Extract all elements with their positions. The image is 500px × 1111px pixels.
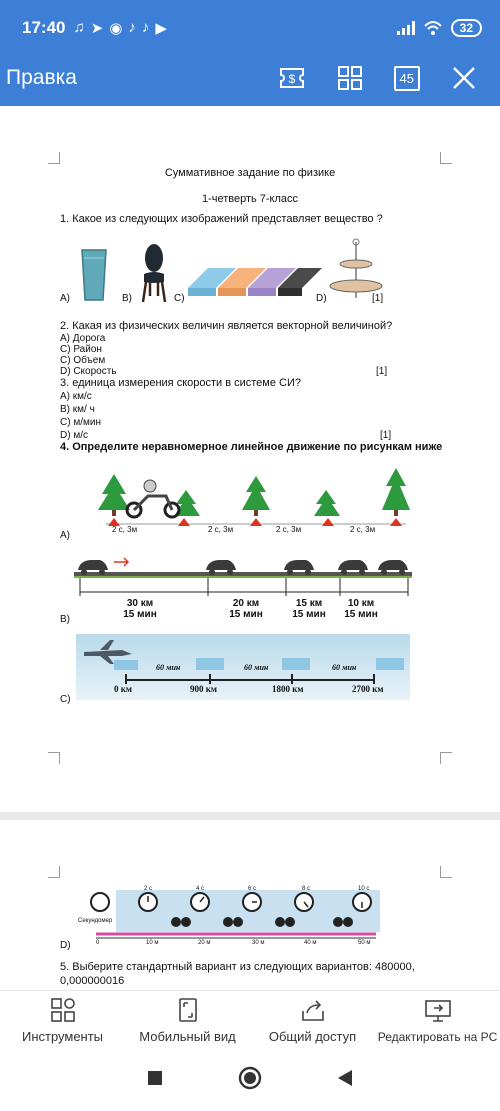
share-label: Общий доступ [268, 1029, 357, 1044]
status-time: 17:40 [22, 18, 66, 37]
q4d-stopwatch: Секундомер [78, 918, 113, 924]
close-icon[interactable] [450, 64, 478, 92]
page-corner [48, 152, 60, 164]
q4a-interval: 2 с, 3м [276, 525, 302, 534]
edit-on-pc-button[interactable] [375, 991, 500, 1050]
edit-on-pc-icon [424, 998, 452, 1024]
q1-option-d: D) [316, 293, 327, 304]
svg-text:$: $ [288, 72, 295, 86]
signal-icon [397, 21, 415, 35]
q4c-time: 60 мин [244, 663, 269, 672]
q4c-mark: 0 км [114, 684, 133, 694]
q4d-mark: 20 м [198, 940, 211, 946]
cake-stand-icon [330, 239, 382, 298]
q4b-distance: 20 км [232, 598, 260, 609]
home-button[interactable] [238, 1066, 262, 1095]
q4a-interval: 2 с, 3м [112, 525, 138, 534]
bottom-toolbar [0, 990, 500, 1050]
q4d-time: 6 с [248, 886, 257, 892]
page-corner [48, 752, 60, 764]
tiktok-icon: ♪ [128, 19, 136, 36]
status-right [397, 19, 482, 37]
motorcycle-icon [127, 480, 179, 517]
game-icon: ◉ [109, 20, 123, 37]
q2-option: D) Скорость [60, 366, 117, 377]
tools-icon [50, 997, 76, 1023]
q1-option-b: B) [122, 293, 132, 304]
page-corner [440, 152, 452, 164]
document-page-1 [0, 106, 500, 812]
q3-option: С) м/мин [60, 417, 101, 428]
chair-icon [143, 244, 165, 302]
q4-text: 4. Определите неравномерное линейное движение по рисункам ниже [60, 441, 443, 453]
document-page-2 [0, 820, 500, 990]
q4d-mark: 40 м [304, 940, 317, 946]
q4b-distance: 15 км [295, 598, 323, 609]
q4d-time: 4 с [196, 886, 205, 892]
doc-subtitle: 1-четверть 7-класс [201, 193, 299, 205]
q1-option-c: C) [174, 293, 185, 304]
page-corner [440, 866, 452, 878]
q1-score: [1] [372, 293, 384, 304]
q4b-distance: 30 км [126, 598, 154, 609]
q3-option: А) км/с [60, 391, 92, 402]
page-corner [440, 752, 452, 764]
app-title: Правка [6, 66, 77, 89]
top-bar [0, 0, 500, 106]
mobile-view-label: Мобильный вид [139, 1029, 236, 1044]
tools-button[interactable] [0, 991, 125, 1050]
tiktok-icon-2: ♪ [141, 19, 150, 36]
q4d-time: 8 с [302, 886, 311, 892]
page-corner [48, 866, 60, 878]
system-nav-bar [0, 1050, 500, 1111]
q4b-distance: 10 км [347, 598, 375, 609]
share-icon [300, 997, 326, 1023]
q4c-mark: 2700 км [352, 684, 384, 694]
doc-title: Суммативное задание по физике [164, 167, 336, 179]
q4-a-label: A) [60, 530, 70, 541]
q4c-time: 60 мин [332, 663, 357, 672]
q4d-time: 10 с [358, 886, 370, 892]
q4c-time: 60 мин [156, 663, 181, 672]
wifi-icon [423, 20, 443, 36]
blocks-icon [188, 268, 322, 296]
q4-c-label: C) [60, 694, 71, 705]
q4a-interval: 2 с, 3м [208, 525, 234, 534]
dollar-icon[interactable] [278, 64, 306, 92]
q4d-mark: 50 м [358, 940, 371, 946]
grid-view-icon[interactable] [336, 64, 364, 92]
battery-indicator: 32 [451, 19, 482, 37]
q4b-time: 15 мин [123, 609, 157, 620]
recent-apps-button[interactable] [147, 1070, 163, 1091]
headphones-icon: ♫ [73, 19, 85, 36]
q1-text: 1. Какое из следующих изображений представляет вещество ? [60, 213, 383, 225]
edit-on-pc-label: Редактировать на PC [377, 1029, 498, 1044]
q4c-mark: 1800 км [272, 684, 304, 694]
mobile-view-button[interactable] [125, 991, 250, 1050]
q4c-mark: 900 км [190, 684, 218, 694]
q2-option: С) Район [60, 344, 102, 355]
q4d-time: 2 с [144, 886, 153, 892]
telegram-icon: ➤ [90, 20, 104, 37]
q2-text: 2. Какая из физических величин является векторной величиной? [60, 320, 393, 332]
page-separator [0, 812, 500, 820]
document-viewer[interactable] [0, 106, 500, 990]
page-count-button[interactable]: 45 [394, 66, 420, 91]
q3-option: D) м/с [60, 430, 88, 441]
q4-figure-b [70, 552, 416, 600]
q2-score: [1] [376, 366, 388, 377]
share-button[interactable] [250, 991, 375, 1050]
app-bar [0, 56, 500, 100]
tools-label: Инструменты [21, 1029, 104, 1044]
q2-option: С) Объем [60, 355, 106, 366]
q1-images [60, 236, 400, 308]
q3-score: [1] [380, 430, 392, 441]
notification-icons [73, 19, 166, 37]
q4b-time: 15 мин [344, 609, 378, 620]
q3-text: 3. единица измерения скорости в системе СИ? [60, 377, 302, 389]
q4-b-label: B) [60, 614, 70, 625]
q4b-time: 15 мин [292, 609, 326, 620]
q4d-mark: 30 м [252, 940, 265, 946]
q4b-time: 15 мин [229, 609, 263, 620]
q4-d-label: D) [60, 940, 71, 951]
q2-option: А) Дорога [60, 333, 106, 344]
q4d-mark: 10 м [146, 940, 159, 946]
q4a-interval: 2 с, 3м [350, 525, 376, 534]
youtube-icon: ▶ [155, 20, 167, 37]
q1-option-a: A) [60, 293, 70, 304]
q4d-mark: 0 [96, 940, 100, 946]
q4-figure-d [76, 882, 380, 944]
back-button[interactable] [337, 1069, 353, 1092]
q3-option: В) км/ ч [60, 404, 95, 415]
status-bar [22, 14, 482, 42]
mobile-view-icon [175, 997, 201, 1023]
q5-text: 5. Выберите стандартный вариант из следующих вариантов: 480000, [60, 961, 415, 973]
q5-text-cont: 0,000000016 [60, 975, 125, 987]
